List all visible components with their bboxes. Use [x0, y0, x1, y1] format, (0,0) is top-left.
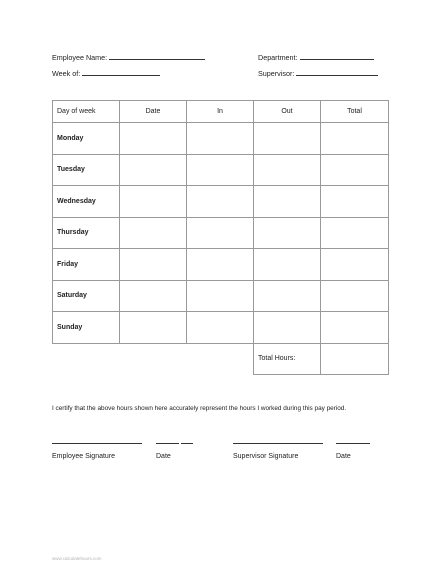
- total-cell[interactable]: [321, 249, 389, 281]
- date-line-2[interactable]: [336, 443, 370, 444]
- total-cell[interactable]: [321, 217, 389, 249]
- out-cell[interactable]: [254, 186, 321, 218]
- out-cell[interactable]: [254, 154, 321, 186]
- employee-name-field[interactable]: [52, 53, 205, 62]
- total-cell[interactable]: [321, 186, 389, 218]
- week-of-line[interactable]: [82, 69, 160, 76]
- table-row: [53, 249, 389, 281]
- in-cell[interactable]: [187, 249, 254, 281]
- col-header-day: Day of week: [53, 101, 120, 123]
- col-header-date: Date: [120, 101, 187, 123]
- day-label: Tuesday: [53, 154, 120, 186]
- date-cell[interactable]: [120, 154, 187, 186]
- date-cell[interactable]: [120, 280, 187, 312]
- week-of-field[interactable]: [52, 69, 160, 78]
- supervisor-field[interactable]: [258, 69, 378, 78]
- table-row: [53, 217, 389, 249]
- date-line-1a[interactable]: [156, 443, 179, 444]
- day-label: Saturday: [53, 280, 120, 312]
- date-label-2: Date: [336, 453, 351, 460]
- day-label: Wednesday: [53, 186, 120, 218]
- date-cell[interactable]: [120, 217, 187, 249]
- timesheet-table: [52, 100, 389, 375]
- out-cell[interactable]: [254, 312, 321, 344]
- employee-name-label: Employee Name:: [52, 53, 108, 62]
- date-cell[interactable]: [120, 186, 187, 218]
- employee-name-line[interactable]: [109, 53, 205, 60]
- date-cell[interactable]: [120, 312, 187, 344]
- col-header-in: In: [187, 101, 254, 123]
- col-header-total: Total: [321, 101, 389, 123]
- total-cell[interactable]: [321, 280, 389, 312]
- supervisor-signature-line[interactable]: [233, 443, 323, 444]
- in-cell[interactable]: [187, 186, 254, 218]
- in-cell[interactable]: [187, 280, 254, 312]
- empty-cell: [53, 343, 120, 375]
- total-cell[interactable]: [321, 312, 389, 344]
- col-header-out: Out: [254, 101, 321, 123]
- total-cell[interactable]: [321, 154, 389, 186]
- supervisor-signature-label: Supervisor Signature: [233, 453, 299, 460]
- day-label: Friday: [53, 249, 120, 281]
- table-row: [53, 312, 389, 344]
- empty-cell: [187, 343, 254, 375]
- empty-cell: [120, 343, 187, 375]
- out-cell[interactable]: [254, 123, 321, 155]
- supervisor-label: Supervisor:: [258, 69, 295, 78]
- out-cell[interactable]: [254, 280, 321, 312]
- employee-signature-line[interactable]: [52, 443, 142, 444]
- table-row: [53, 154, 389, 186]
- table-row: [53, 280, 389, 312]
- out-cell[interactable]: [254, 249, 321, 281]
- timesheet-header-row: [53, 101, 389, 123]
- in-cell[interactable]: [187, 154, 254, 186]
- in-cell[interactable]: [187, 217, 254, 249]
- total-hours-label: Total Hours:: [254, 343, 321, 375]
- table-row: [53, 186, 389, 218]
- week-of-label: Week of:: [52, 69, 81, 78]
- date-label-1: Date: [156, 453, 171, 460]
- in-cell[interactable]: [187, 123, 254, 155]
- day-label: Monday: [53, 123, 120, 155]
- certification-statement: I certify that the above hours shown here accurately represent the hours I worked during this pay period.: [52, 405, 347, 412]
- date-cell[interactable]: [120, 123, 187, 155]
- in-cell[interactable]: [187, 312, 254, 344]
- out-cell[interactable]: [254, 217, 321, 249]
- table-row: [53, 123, 389, 155]
- department-label: Department:: [258, 53, 298, 62]
- date-cell[interactable]: [120, 249, 187, 281]
- department-line[interactable]: [300, 53, 374, 60]
- total-hours-cell[interactable]: [321, 343, 389, 375]
- date-line-1b[interactable]: [181, 443, 193, 444]
- total-cell[interactable]: [321, 123, 389, 155]
- footer-url: www.calculatehours.com: [52, 556, 102, 561]
- supervisor-line[interactable]: [296, 69, 378, 76]
- day-label: Sunday: [53, 312, 120, 344]
- department-field[interactable]: [258, 53, 374, 62]
- employee-signature-label: Employee Signature: [52, 453, 116, 460]
- day-label: Thursday: [53, 217, 120, 249]
- total-hours-row: [53, 343, 389, 375]
